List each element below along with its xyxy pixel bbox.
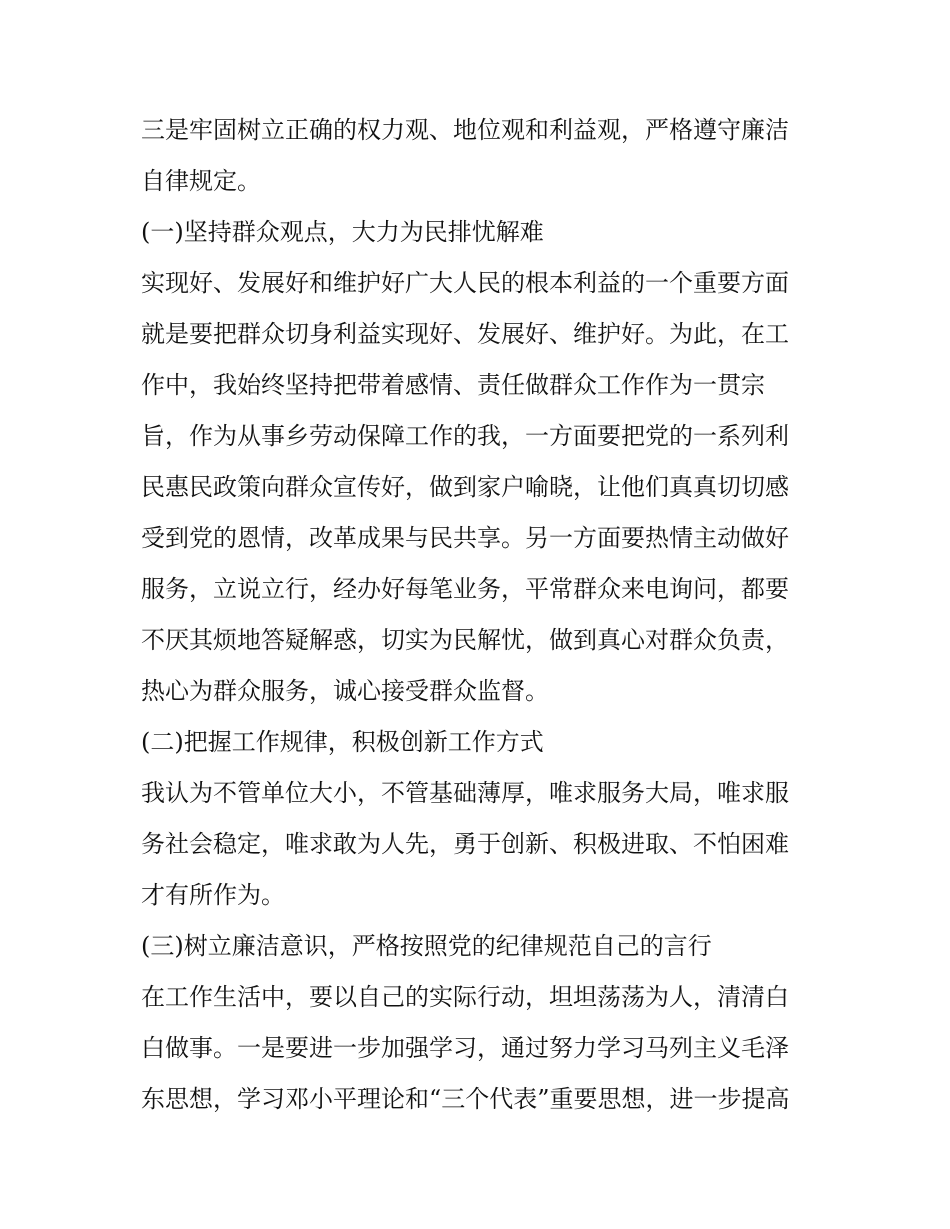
section-heading: (二)把握工作规律，积极创新工作方式 <box>141 728 544 756</box>
text-line: 白做事。一是要进一步加强学习，通过努力学习马列主义毛泽 <box>141 1034 789 1062</box>
text-line: 就是要把群众切身利益实现好、发展好、维护好。为此，在工 <box>141 320 789 348</box>
body-text <box>141 105 821 1125</box>
text-line: 务社会稳定，唯求敢为人先，勇于创新、积极进取、不怕困难 <box>141 830 789 858</box>
text-line: 不厌其烦地答疑解惑，切实为民解忧，做到真心对群众负责， <box>141 626 789 654</box>
text-line: 受到党的恩情，改革成果与民共享。另一方面要热情主动做好 <box>141 524 789 552</box>
text-line: 三是牢固树立正确的权力观、地位观和利益观，严格遵守廉洁 <box>141 116 789 144</box>
text-line: 旨，作为从事乡劳动保障工作的我，一方面要把党的一系列利 <box>141 422 789 450</box>
section-heading: (一)坚持群众观点，大力为民排忧解难 <box>141 218 544 246</box>
text-line: 民惠民政策向群众宣传好，做到家户喻晓，让他们真真切切感 <box>141 473 789 501</box>
text-line: 作中，我始终坚持把带着感情、责任做群众工作作为一贯宗 <box>141 371 765 399</box>
text-line: 我认为不管单位大小，不管基础薄厚，唯求服务大局，唯求服 <box>141 779 789 807</box>
text-line: 实现好、发展好和维护好广大人民的根本利益的一个重要方面 <box>141 269 789 297</box>
text-line: 热心为群众服务，诚心接受群众监督。 <box>141 677 549 705</box>
text-line: 在工作生活中，要以自己的实际行动，坦坦荡荡为人，清清白 <box>141 983 789 1011</box>
text-line: 自律规定。 <box>141 167 261 195</box>
section-heading: (三)树立廉洁意识，严格按照党的纪律规范自己的言行 <box>141 932 712 960</box>
text-line: 才有所作为。 <box>141 881 285 909</box>
text-line: 服务，立说立行，经办好每笔业务，平常群众来电询问，都要 <box>141 575 789 603</box>
text-line: 东思想，学习邓小平理论和“三个代表”重要思想，进一步提高 <box>141 1085 790 1113</box>
